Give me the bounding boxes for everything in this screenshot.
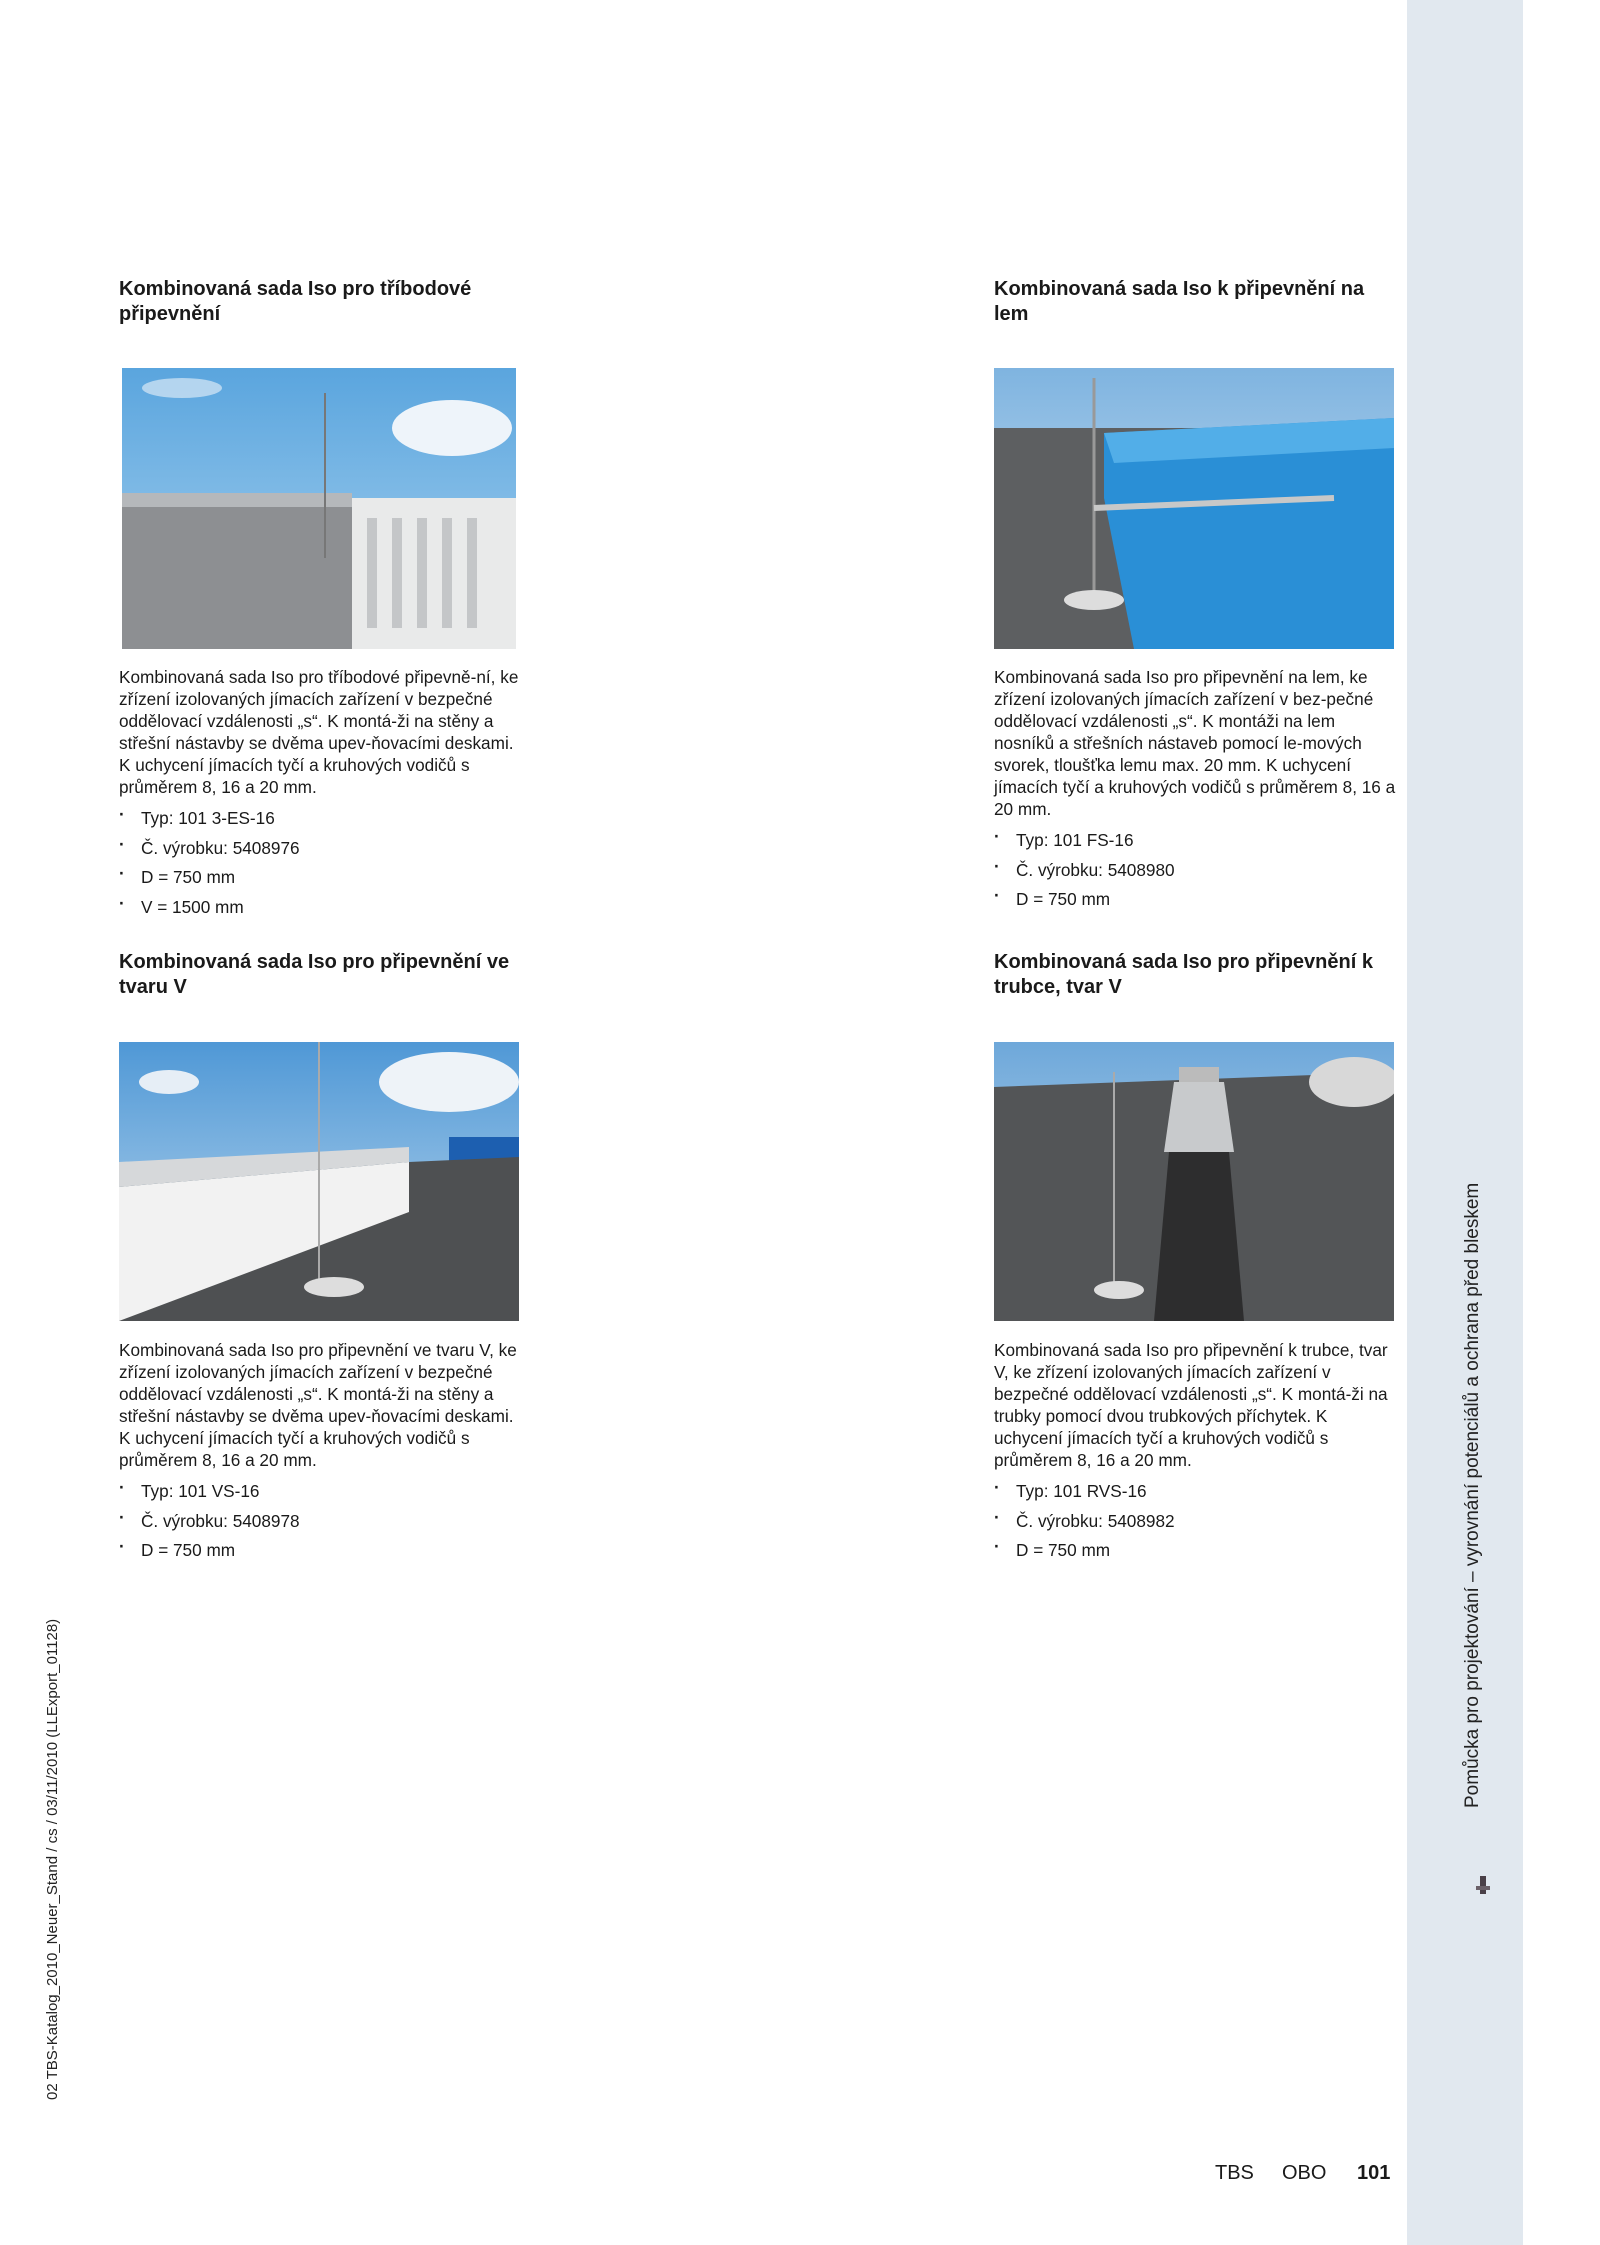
- product-description-4: Kombinovaná sada Iso pro připevnění k trubce, tvar V, ke zřízení izolovaných jímacích zařízení v bezpečné oddělovací vzdálenosti „s“. K montá-ži na trubky pomocí dvou trubkových příchytek. K uchycení jímacích tyčí a kruhových vodičů s průměrem 8, 16 a 20 mm. · Typ: 101 RVS-16 · Č. výrobku: 5408982 · D = 750 mm: [994, 1339, 1399, 1566]
- sidebar: [1407, 0, 1523, 2245]
- product-photo-2: [994, 368, 1394, 649]
- spec-item: · Č. výrobku: 5408978: [119, 1507, 524, 1537]
- product-photo-3: [119, 1042, 519, 1321]
- product-title-2: Kombinovaná sada Iso k připevnění na lem: [994, 278, 1365, 325]
- spec-item: · D = 750 mm: [994, 885, 1399, 915]
- product-description-2: Kombinovaná sada Iso pro připevnění na lem, ke zřízení izolovaných jímacích zařízení v bez-pečné oddělovací vzdálenosti „s“. K montáži na lem nosníků a střešních nástaveb pomocí le-mových svorek, tloušťka lemu max. 20 mm. K uchycení jímacích tyčí a kruhových vodičů s průměrem 8, 16 a 20 mm. · Typ: 101 FS-16 · Č. výrobku: 5408980 · D = 750 mm: [994, 666, 1399, 915]
- lightning-protection-icon: [1472, 1874, 1494, 1896]
- file-info: 02 TBS-Katalog_2010_Neuer_Stand / cs / 03/11/2010 (LLExport_01128): [44, 1618, 61, 2100]
- spec-item: · Typ: 101 3-ES-16: [119, 804, 524, 834]
- product-photo-4: [994, 1042, 1394, 1321]
- spec-item: · Č. výrobku: 5408980: [994, 856, 1399, 886]
- spec-item: · Typ: 101 VS-16: [119, 1477, 524, 1507]
- spec-item: · Č. výrobku: 5408976: [119, 834, 524, 864]
- spec-item: · D = 750 mm: [119, 1536, 524, 1566]
- product-title-4: Kombinovaná sada Iso pro připevnění k trubce, tvar V: [994, 951, 1373, 998]
- spec-item: · D = 750 mm: [994, 1536, 1399, 1566]
- spec-item: · V = 1500 mm: [119, 893, 524, 923]
- product-description-3: Kombinovaná sada Iso pro připevnění ve tvaru V, ke zřízení izolovaných jímacích zařízení v bezpečné oddělovací vzdálenosti „s“. K montá-ži na stěny a střešní nástavby se dvěma upev-ňovacími deskami. K uchycení jímacích tyčí a kruhových vodičů s průměrem 8, 16 a 20 mm. · Typ: 101 VS-16 · Č. výrobku: 5408978 · D = 750 mm: [119, 1339, 524, 1566]
- spec-item: · Č. výrobku: 5408982: [994, 1507, 1399, 1537]
- spec-item: · D = 750 mm: [119, 863, 524, 893]
- product-description-1: Kombinovaná sada Iso pro tříbodové připevně-ní, ke zřízení izolovaných jímacích zařízení v bezpečné oddělovací vzdálenosti „s“. K montá-ži na stěny a střešní nástavby se dvěma upev-ňovacími deskami. K uchycení jímacích tyčí a kruhových vodičů s průměrem 8, 16 a 20 mm. · Typ: 101 3-ES-16 · Č. výrobku: 5408976 · D = 750 mm · V = 1500 mm: [119, 666, 524, 922]
- section-title: Pomůcka pro projektování – vyrovnání potenciálů a ochrana před bleskem: [1462, 1182, 1483, 1808]
- page-number: 101: [1357, 2162, 1391, 2184]
- product-title-1: Kombinovaná sada Iso pro tříbodové připevnění: [119, 278, 472, 325]
- product-title-3: Kombinovaná sada Iso pro připevnění ve tvaru V: [119, 951, 510, 998]
- spec-item: · Typ: 101 FS-16: [994, 826, 1399, 856]
- footer-brand: OBO: [1282, 2162, 1327, 2184]
- spec-item: · Typ: 101 RVS-16: [994, 1477, 1399, 1507]
- product-photo-1: [122, 368, 516, 649]
- footer-section: TBS: [1215, 2162, 1254, 2184]
